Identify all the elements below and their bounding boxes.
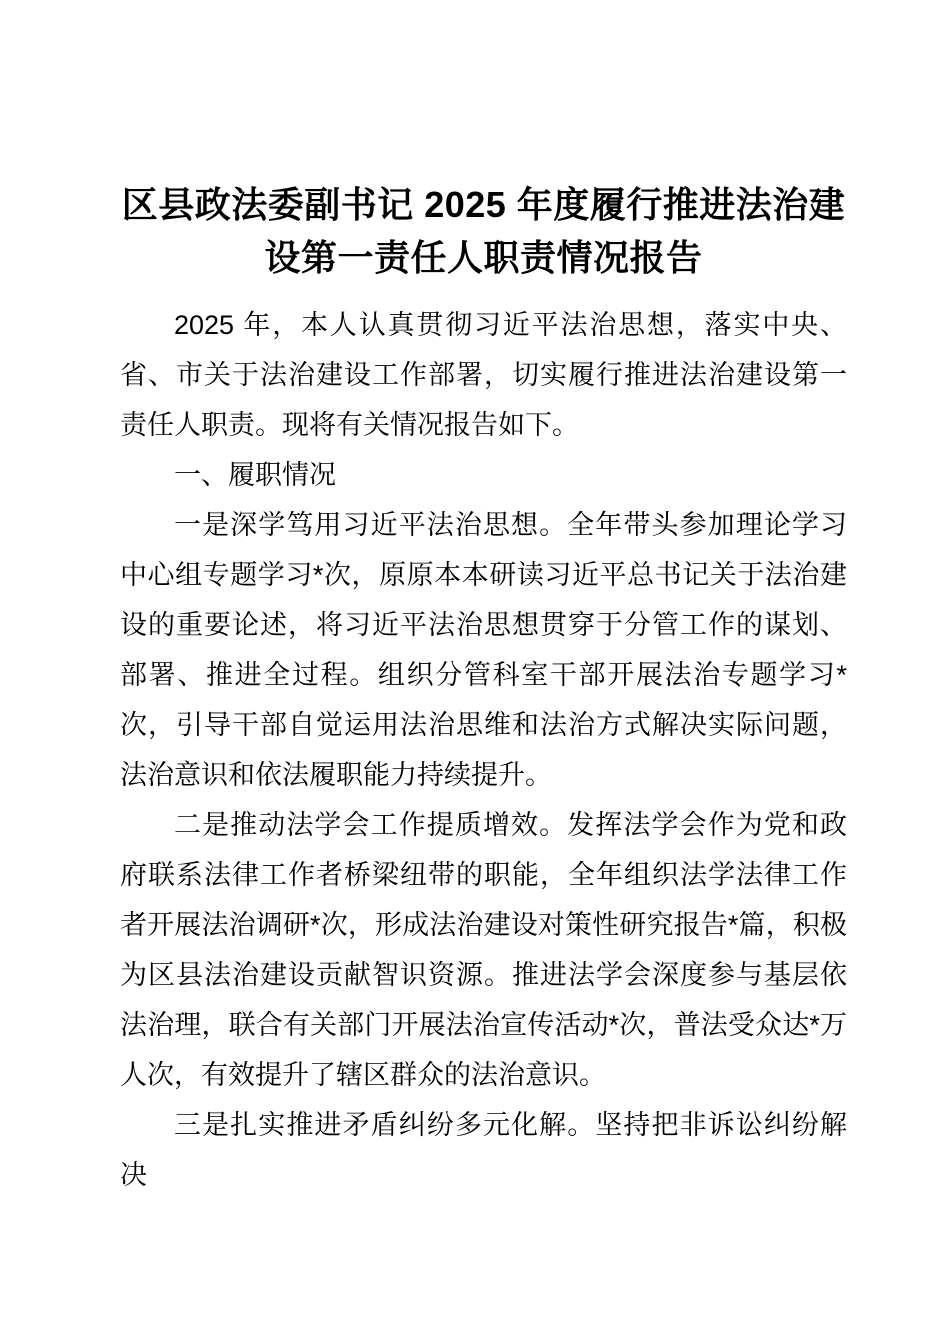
paragraph-study-xi-jinping-thought: 一是深学笃用习近平法治思想。全年带头参加理论学习中心组专题学习*次，原原本本研读习近平总书记关于法治建设的重要论述，将习近平法治思想贯穿于分管工作的谋划、部署、推进全过程。组织分管科室干部开展法治专题学习*次，引导干部自觉运用法治思维和法治方式解决实际问题，法治意识和依法履职能力持续提升。 bbox=[120, 510, 847, 790]
paragraph-law-society-work: 二是推动法学会工作提质增效。发挥法学会作为党和政府联系法律工作者桥梁纽带的职能，全年组织法学法律工作者开展法治调研*次，形成法治建设对策性研究报告*篇，积极为区县法治建设贡献智识资源。推进法学会深度参与基层依法治理，联合有关部门开展法治宣传活动*次，普法受众达*万人次，有效提升了辖区群众的法治意识。 bbox=[120, 810, 847, 1090]
paragraph-intro: 2025 年，本人认真贯彻习近平法治思想，落实中央、省、市关于法治建设工作部署，切实履行推进法治建设第一责任人职责。现将有关情况报告如下。 bbox=[120, 310, 847, 440]
document-title: 区县政法委副书记 2025 年度履行推进法治建设第一责任人职责情况报告 bbox=[121, 184, 846, 278]
paragraph-dispute-resolution: 三是扎实推进矛盾纠纷多元化解。坚持把非诉讼纠纷解决 bbox=[120, 1110, 847, 1190]
document-body bbox=[120, 300, 847, 1200]
section-heading-duty-performance: 一、履职情况 bbox=[174, 460, 336, 490]
